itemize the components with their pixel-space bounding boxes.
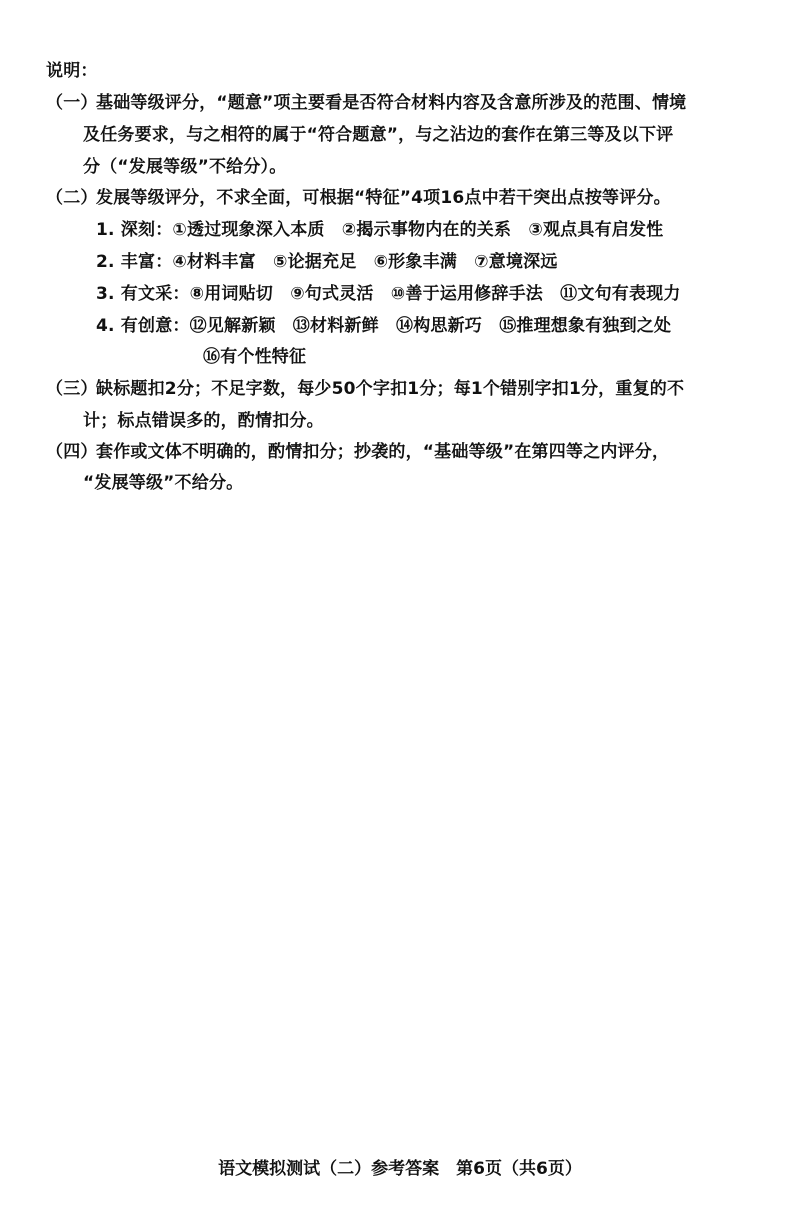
section-2-line-1: 发展等级评分，不求全面，可根据“特征”4项16点中若干突出点按等评分。 [96, 188, 671, 208]
section-4-line-2: “发展等级”不给分。 [83, 473, 244, 493]
notes-heading: 说明： [46, 61, 98, 81]
section-4-label: （四） [46, 442, 98, 462]
section-1-line-2: 及任务要求，与之相符的属于“符合题意”，与之沾边的套作在第三等及以下评 [83, 125, 674, 145]
section-3-line-2: 计；标点错误多的，酌情扣分。 [83, 411, 324, 431]
section-1-label: （一） [46, 93, 98, 113]
section-1-line-1: 基础等级评分，“题意”项主要看是否符合材料内容及含意所涉及的范围、情境 [96, 93, 687, 113]
section-2-item-4-continuation: ⑯有个性特征 [203, 347, 307, 367]
section-3-line-1: 缺标题扣2分；不足字数，每少50个字扣1分；每1个错别字扣1分，重复的不 [96, 379, 685, 399]
section-2-item-4: 4. 有创意：⑫见解新颖 ⑬材料新鲜 ⑭构思新巧 ⑮推理想象有独到之处 [96, 316, 672, 336]
section-3-label: （三） [46, 379, 98, 399]
section-2-item-3: 3. 有文采：⑧用词贴切 ⑨句式灵活 ⑩善于运用修辞手法 ⑪文句有表现力 [96, 284, 681, 304]
section-4-line-1: 套作或文体不明确的，酌情扣分；抄袭的，“基础等级”在第四等之内评分， [96, 442, 670, 462]
section-2-item-1: 1. 深刻：①透过现象深入本质 ②揭示事物内在的关系 ③观点具有启发性 [96, 220, 664, 240]
section-2-label: （二） [46, 188, 98, 208]
section-2-item-2: 2. 丰富：④材料丰富 ⑤论据充足 ⑥形象丰满 ⑦意境深远 [96, 252, 558, 272]
section-1-line-3: 分（“发展等级”不给分）。 [83, 157, 287, 177]
page-footer: 语文模拟测试（二）参考答案 第6页（共6页） [218, 1159, 582, 1179]
